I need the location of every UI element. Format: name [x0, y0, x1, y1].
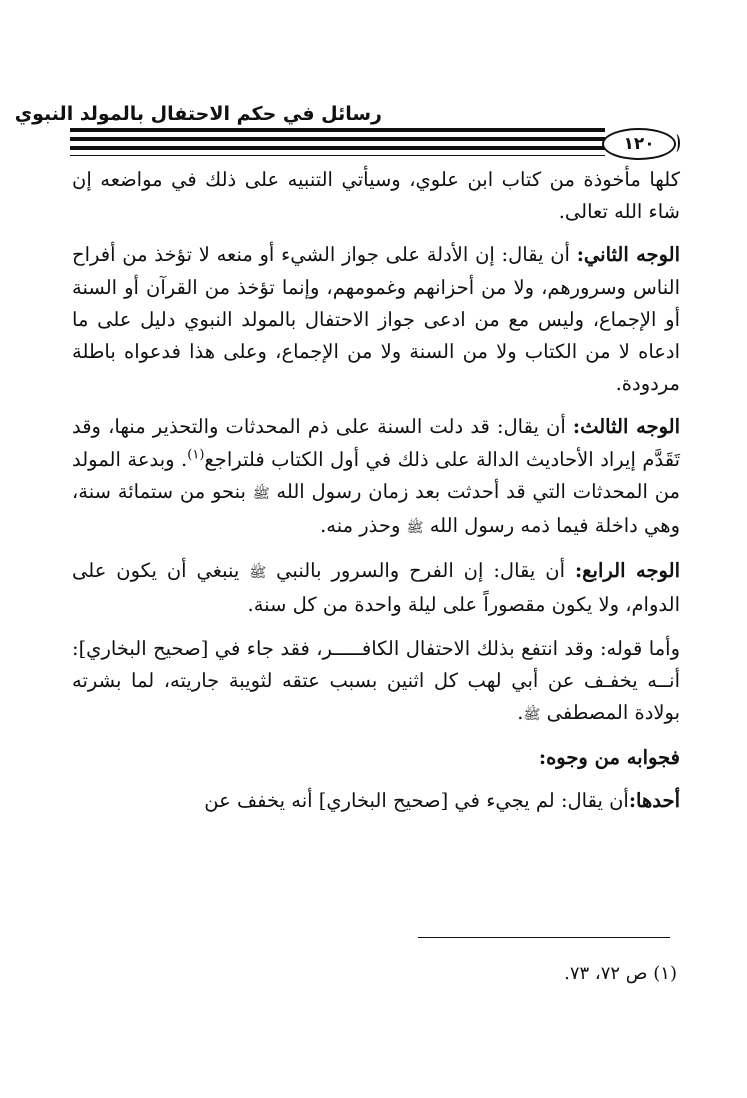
footnote-divider — [418, 937, 670, 938]
paragraph-5-text-b: . — [517, 701, 524, 725]
paragraph-4-text-b: ينبغي أن يكون على الدوام، ولا يكون مقصوراً على ليلة واحدة من كل سنة. — [72, 559, 680, 617]
salla-glyph: ﷺ — [523, 707, 541, 724]
paragraph-2-text: أن يقال: إن الأدلة على جواز الشيء أو منعه لا تؤخذ من أفراح الناس وسرورهم، ولا من أحزانهم وغمومهم، وإنما تؤخذ من القرآن أو السنة أو الإجماع، وليس مع من ادعى جواز الاحتفال بالمولد النبوي دليل على ما ادعاه لا من الكتاب ولا من السنة ولا من الإجماع، وعلى هذا فدعواه باطلة مردودة. — [72, 243, 680, 396]
page-number — [602, 128, 676, 160]
salla-glyph: ﷺ — [406, 520, 424, 537]
page-number-text: ١٢٠ — [623, 134, 655, 154]
paragraph-5 — [72, 633, 680, 732]
footnote: (١) ص ٧٢، ٧٣. — [564, 963, 677, 984]
paragraph-7 — [72, 785, 680, 817]
paragraph-7-text: أن يقال: لم يجيء في [صحيح البخاري] أنه يخفف عن — [204, 789, 629, 813]
salla-glyph: ﷺ — [249, 565, 267, 582]
paragraph-3-text-c: بنحو من ستمائة سنة، وهي داخلة فيما ذمه رسول الله — [72, 479, 680, 538]
paragraph-5-text-a: وأما قوله: وقد انتفع بذلك الاحتفال الكافـــــر، فقد جاء في [صحيح البخاري]: أنــه يخفـف عن أبي لهب كل اثنين بسبب عتقه لثويبة جاريته، لما بشرته بولادة المصطفى — [72, 636, 680, 725]
header-rule-thin — [70, 155, 605, 156]
paragraph-6 — [72, 742, 680, 774]
paragraph-7-heading: أحدها: — [628, 789, 680, 813]
paragraph-3-text-a: أن يقال: قد دلت السنة على ذم المحدثات والتحذير منها، وقد تَقَدَّم إيراد الأحاديث الدالة على ذلك في أول الكتاب فلتراجع — [72, 415, 680, 471]
paragraph-2 — [72, 239, 680, 400]
paragraph-1 — [72, 164, 680, 228]
header-rule-bottom — [70, 146, 605, 150]
paragraph-4-text-a: أن يقال: إن الفرح والسرور بالنبي — [266, 559, 575, 583]
page-number-ornament — [672, 134, 680, 152]
paragraph-1-text: كلها مأخوذة من كتاب ابن علوي، وسيأتي التنبيه على ذلك في مواضعه إن شاء الله تعالى. — [72, 168, 680, 224]
paragraph-3-text-d: وحذر منه. — [320, 514, 407, 538]
header-rule-top — [70, 128, 605, 132]
paragraph-2-heading: الوجه الثاني: — [576, 243, 681, 267]
paragraph-3 — [72, 411, 680, 544]
footnote-reference[interactable]: (١) — [187, 447, 205, 463]
header-rule-middle — [70, 137, 605, 141]
paragraph-3-heading: الوجه الثالث: — [572, 415, 681, 439]
paragraph-4-heading: الوجه الرابع: — [574, 559, 680, 583]
salla-glyph: ﷺ — [252, 485, 270, 502]
running-title: رسائل في حكم الاحتفال بالمولد النبوي — [14, 103, 382, 125]
body-text — [72, 164, 680, 829]
paragraph-4 — [72, 555, 680, 621]
paragraph-3-text-b: . وبدعة المولد من المحدثات التي قد أحدثت بعد زمان رسول الله — [72, 447, 680, 503]
paragraph-6-heading: فجوابه من وجوه: — [538, 746, 680, 770]
